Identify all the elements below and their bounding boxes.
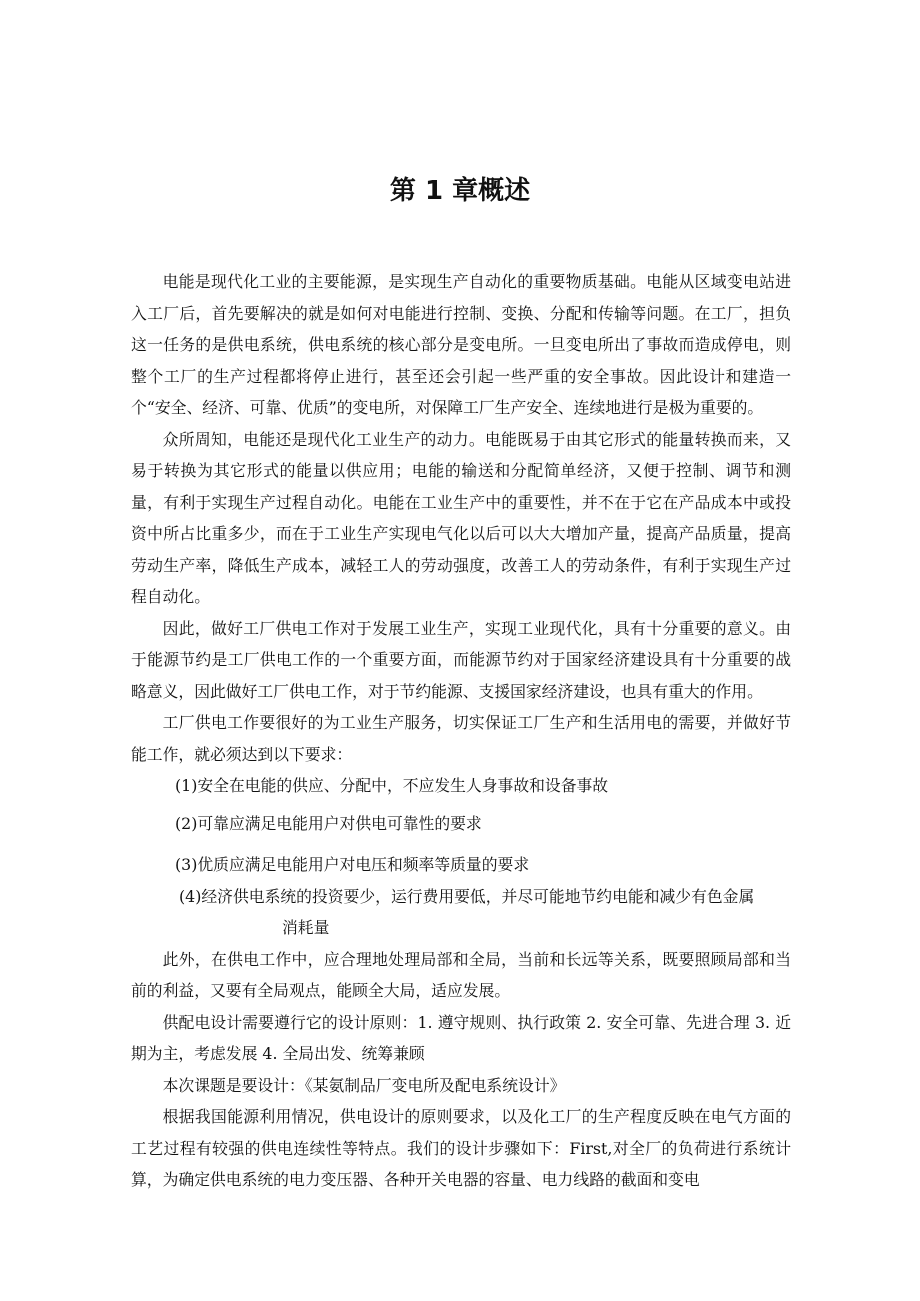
paragraph: 根据我国能源利用情况，供电设计的原则要求，以及化工厂的生产程度反映在电气方面的工艺过程有较强的供电连续性等特点。我们的设计步骤如下：First,对全厂的负荷进行系统计算，为确定供电系统的电力变压器、各种开关电器的容量、电力线路的截面和变电 — [131, 1107, 791, 1189]
paragraph: 此外，在供电工作中，应合理地处理局部和全局，当前和长远等关系，既要照顾局部和当前的利益，又要有全局观点，能顾全大局，适应发展。 — [131, 949, 791, 1000]
requirement-item: (2)可靠应满足电能用户对供电可靠性的要求 — [175, 813, 482, 833]
paragraph: 工厂供电工作要很好的为工业生产服务，切实保证工厂生产和生活用电的需要，并做好节能工作，就必须达到以下要求： — [131, 713, 791, 764]
chapter-title: 第 1 章概述 — [389, 176, 531, 206]
requirement-text-continuation: 消耗量 — [282, 918, 330, 937]
paragraph: 因此，做好工厂供电工作对于发展工业生产，实现工业现代化，具有十分重要的意义。由于能源节约是工厂供电工作的一个重要方面，而能源节约对于国家经济建设具有十分重要的战略意义，因此做好工厂供电工作，对于节约能源、支援国家经济建设，也具有重大的作用。 — [131, 618, 791, 701]
requirement-item — [131, 881, 791, 944]
requirement-item: (1)安全在电能的供应、分配中，不应发生人身事故和设备事故 — [175, 776, 609, 795]
paragraph: 供配电设计需要遵行它的设计原则：1. 遵守规则、执行政策 2. 安全可靠、先进合理 3. 近期为主，考虑发展 4. 全局出发、统筹兼顾 — [131, 1012, 791, 1063]
document-body — [131, 266, 791, 1196]
requirement-item: (3)优质应满足电能用户对电压和频率等质量的要求 — [175, 855, 530, 874]
paragraph: 电能是现代化工业的主要能源，是实现生产自动化的重要物质基础。电能从区域变电站进入工厂后，首先要解决的就是如何对电能进行控制、变换、分配和传输等问题。在工厂，担负这一任务的是供电系统，供电系统的核心部分是变电所。一旦变电所出了事故而造成停电，则整个工厂的生产过程都将停止进行，甚至还会引起一些严重的安全事故。因此设计和建造一个“安全、经济、可靠、优质”的变电所，对保障工厂生产安全、连续地进行是极为重要的。 — [131, 272, 791, 417]
paragraph: 本次课题是要设计：《某氨制品厂变电所及配电系统设计》 — [162, 1075, 566, 1095]
paragraph: 众所周知，电能还是现代化工业生产的动力。电能既易于由其它形式的能量转换而来，又易于转换为其它形式的能量以供应用；电能的输送和分配简单经济，又便于控制、调节和测量，有利于实现生产过程自动化。电能在工业生产中的重要性，并不在于它在产品成本中或投资中所占比重多少，而在于工业生产实现电气化以后可以大大增加产量，提高产品质量，提高劳动生产率，降低生产成本，减轻工人的劳动强度，改善工人的劳动条件，有利于实现生产过程自动化。 — [131, 429, 791, 606]
requirement-text: (4)经济供电系统的投资要少，运行费用要低，并尽可能地节约电能和减少有色金属 — [179, 886, 755, 906]
